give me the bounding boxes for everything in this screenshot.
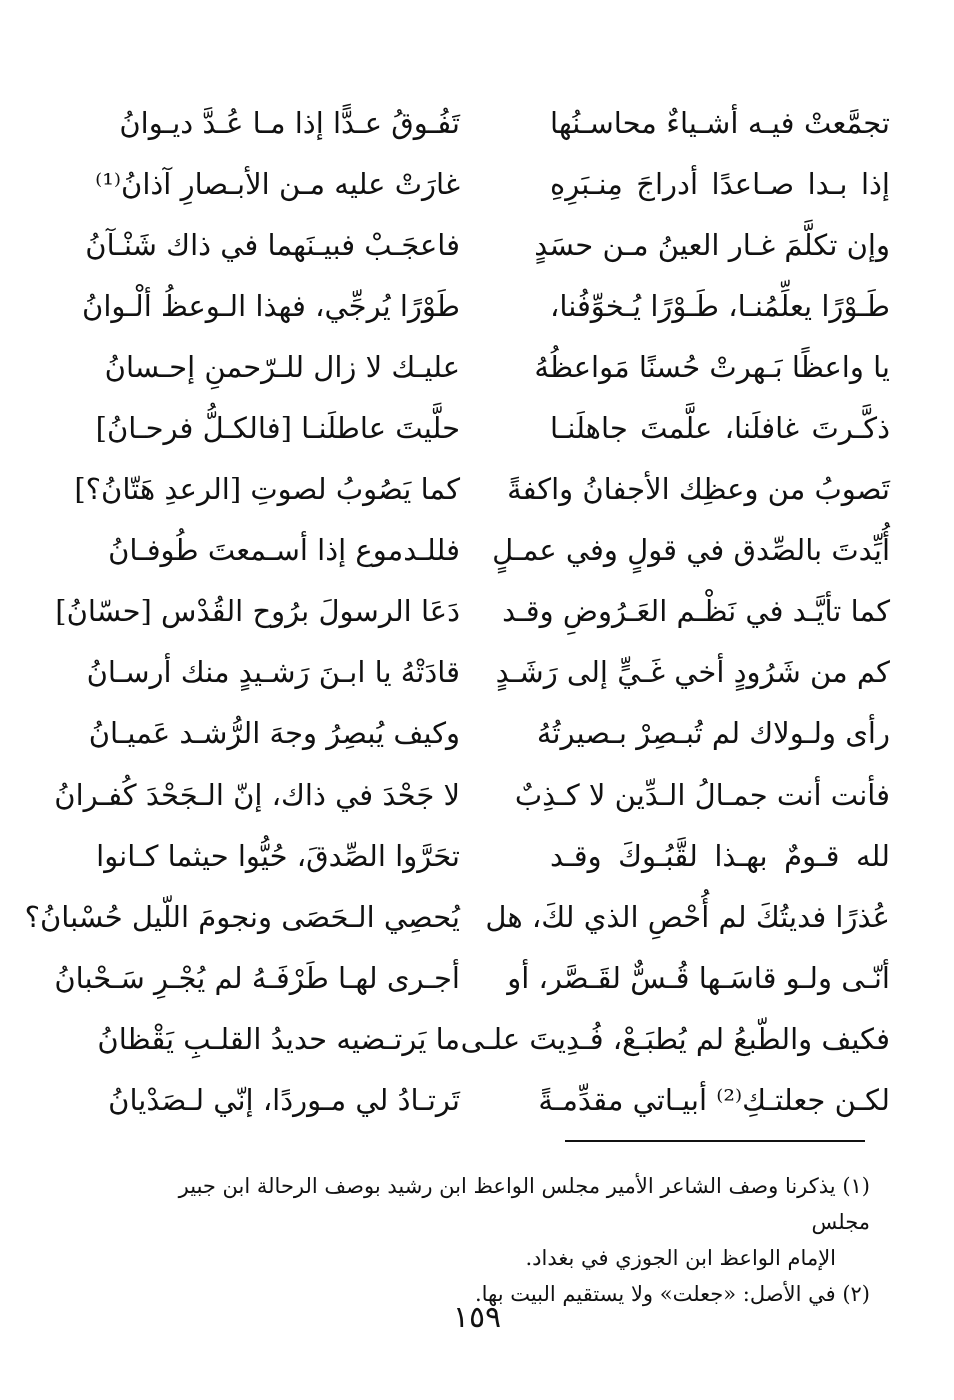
first-hemistich: كما تأيَّـد في نَظْـم العَـرُوضِ وقـد [502,594,890,629]
poem-couplet [95,153,890,214]
first-hemistich: عُذرًا فديتُكَ لم أُحْصِ الذي لكَ، هل [485,899,890,934]
poem-couplet [24,886,890,947]
second-hemistich: غارَتْ عليه مـن الأبـصارِ آذانُ⁽¹⁾ [95,166,460,201]
first-hemistich: فكيف والطّبعُ لم يُطبَـعْ، فُـدِيتَ علـى [460,1021,890,1056]
poem-couplet [108,520,890,581]
second-hemistich: طَوْرًا يُرجِّي، فهذا الـوعظُ ألْـوانُ [82,288,460,323]
second-hemistich: تَفُـوقُ عـدًّا إذا مـا عُـدَّ ديـوانُ [119,105,460,140]
second-hemistich: عليـك لا زال للـرّحمنِ إحـسانُ [104,349,460,384]
poem-couplet [82,275,890,336]
footnote-divider [565,1140,865,1142]
poem-couplet [95,397,890,458]
first-hemistich: أُيِّدتَ بالصِّدق في قولٍ وفي عمـلٍ [492,533,890,568]
second-hemistich: فاعجَـبْ فبيـنَهما في ذاك شَنْـآنُ [85,227,460,262]
footnote-1-continuation: الإمام الواعظ ابن الجوزي في بغداد. [525,1246,836,1270]
poem-couplet [104,336,890,397]
footnote-2: (٢) في الأصل: «جعلت» ولا يستقيم البيت بها. [474,1282,870,1306]
first-hemistich: طَـوْرًا يعلِّمُنـا، طَـوْرًا يُـخوِّفُنا، [550,288,890,323]
first-hemistich: لكـن جعلتـكِ⁽²⁾ أبيـاتي مقدِّمـةً [538,1083,890,1118]
second-hemistich: حلَّيتَ عاطلَنـا [فالكـلُّ فرحـانُ] [95,411,460,446]
poem-couplet [108,1070,890,1131]
poem-couplet [55,581,890,642]
page-number: ١٥٩ [452,1300,502,1335]
second-hemistich: قادَتْهُ يا ابـنَ رَشـيدٍ منك أرسـانُ [86,655,460,690]
first-hemistich: فأنت أنت جمـالُ الـدِّين لا كـذِبٌ [514,777,890,812]
first-hemistich: تَصوبُ من وعظِك الأجفانُ واكفةً [507,472,890,507]
poem-couplet [120,92,890,153]
second-hemistich: أجـرى لهـا طَرْفَـهُ لم يُجْـرِ سَـحْبانُ [54,960,460,995]
first-hemistich: إذا بـدا صـاعدًا أدراجَ مِنـبَرِهِ [550,166,890,201]
first-hemistich: وإن تكلَّمَ غـار العينُ مـن حسَدٍ [534,227,890,262]
footnote-1: (١) يذكرنا وصف الشاعر الأمير مجلس الواعظ ابن رشيد بوصف الرحالة ابن جبير مجلس [178,1174,870,1234]
first-hemistich: ذكَّـرتَ غافلَنا، علَّمتَ جاهلَنـا [550,411,890,446]
first-hemistich: أنّـى ولـو قاسَـها قُـسٌّ لقَـصَّر، أو [507,960,890,995]
first-hemistich: رأى ولـولاك لم تُبـصِرْ بـصيرتُهُ [536,716,890,751]
poem-couplet [54,764,890,825]
poem-couplet [85,214,890,275]
second-hemistich: تحَرَّوا الصِّدقَ، حُيُّوا حيثما كـانوا [96,838,460,873]
second-hemistich: تَرتـادُ لي مـوردًا، إنّي لـصَدْيانُ [108,1083,460,1118]
poem-couplet [97,1008,890,1069]
first-hemistich: كم من شَرُودٍ أخي غَـيٍّ إلى رَشَـدٍ [495,655,890,690]
poem-couplet [74,459,890,520]
second-hemistich: كما يَصُوبُ لصوتِ [الرعدِ هَتّانُ؟] [74,472,460,507]
second-hemistich: وكيف يُبصِرُ وجهَ الرُّشـد عَميـانُ [88,716,460,751]
second-hemistich: يُحصِي الـحَصَى ونجومَ اللّيل حُسْبانُ؟ [24,899,460,934]
poem-couplet [88,703,890,764]
poem-couplet [96,825,890,886]
poem-couplet [54,947,890,1008]
second-hemistich: فللـدموع إذا أسـمعتَ طُوفـانُ [108,533,460,568]
first-hemistich: تجمَّعتْ فيـه أشـياءٌ محاسـنُها [550,105,890,140]
poem [24,92,890,1131]
first-hemistich: لله قـومٌ بهـذا لقَّبُـوكَ وقـد [550,838,890,873]
second-hemistich: ما يَرتـضيه حديدُ القلـبِ يَقْظانُ [97,1021,460,1056]
second-hemistich: دَعَا الرسولَ برُوح القُدْس [حسّانُ] [55,594,460,629]
first-hemistich: يا واعظًا بَـهرتْ حُسنًا مَواعظُهُ [534,349,890,384]
poem-couplet [86,642,890,703]
footnotes [128,1168,870,1312]
second-hemistich: لا جَحْدَ في ذاك، إنّ الـجَحْدَ كُفـرانُ [54,777,460,812]
